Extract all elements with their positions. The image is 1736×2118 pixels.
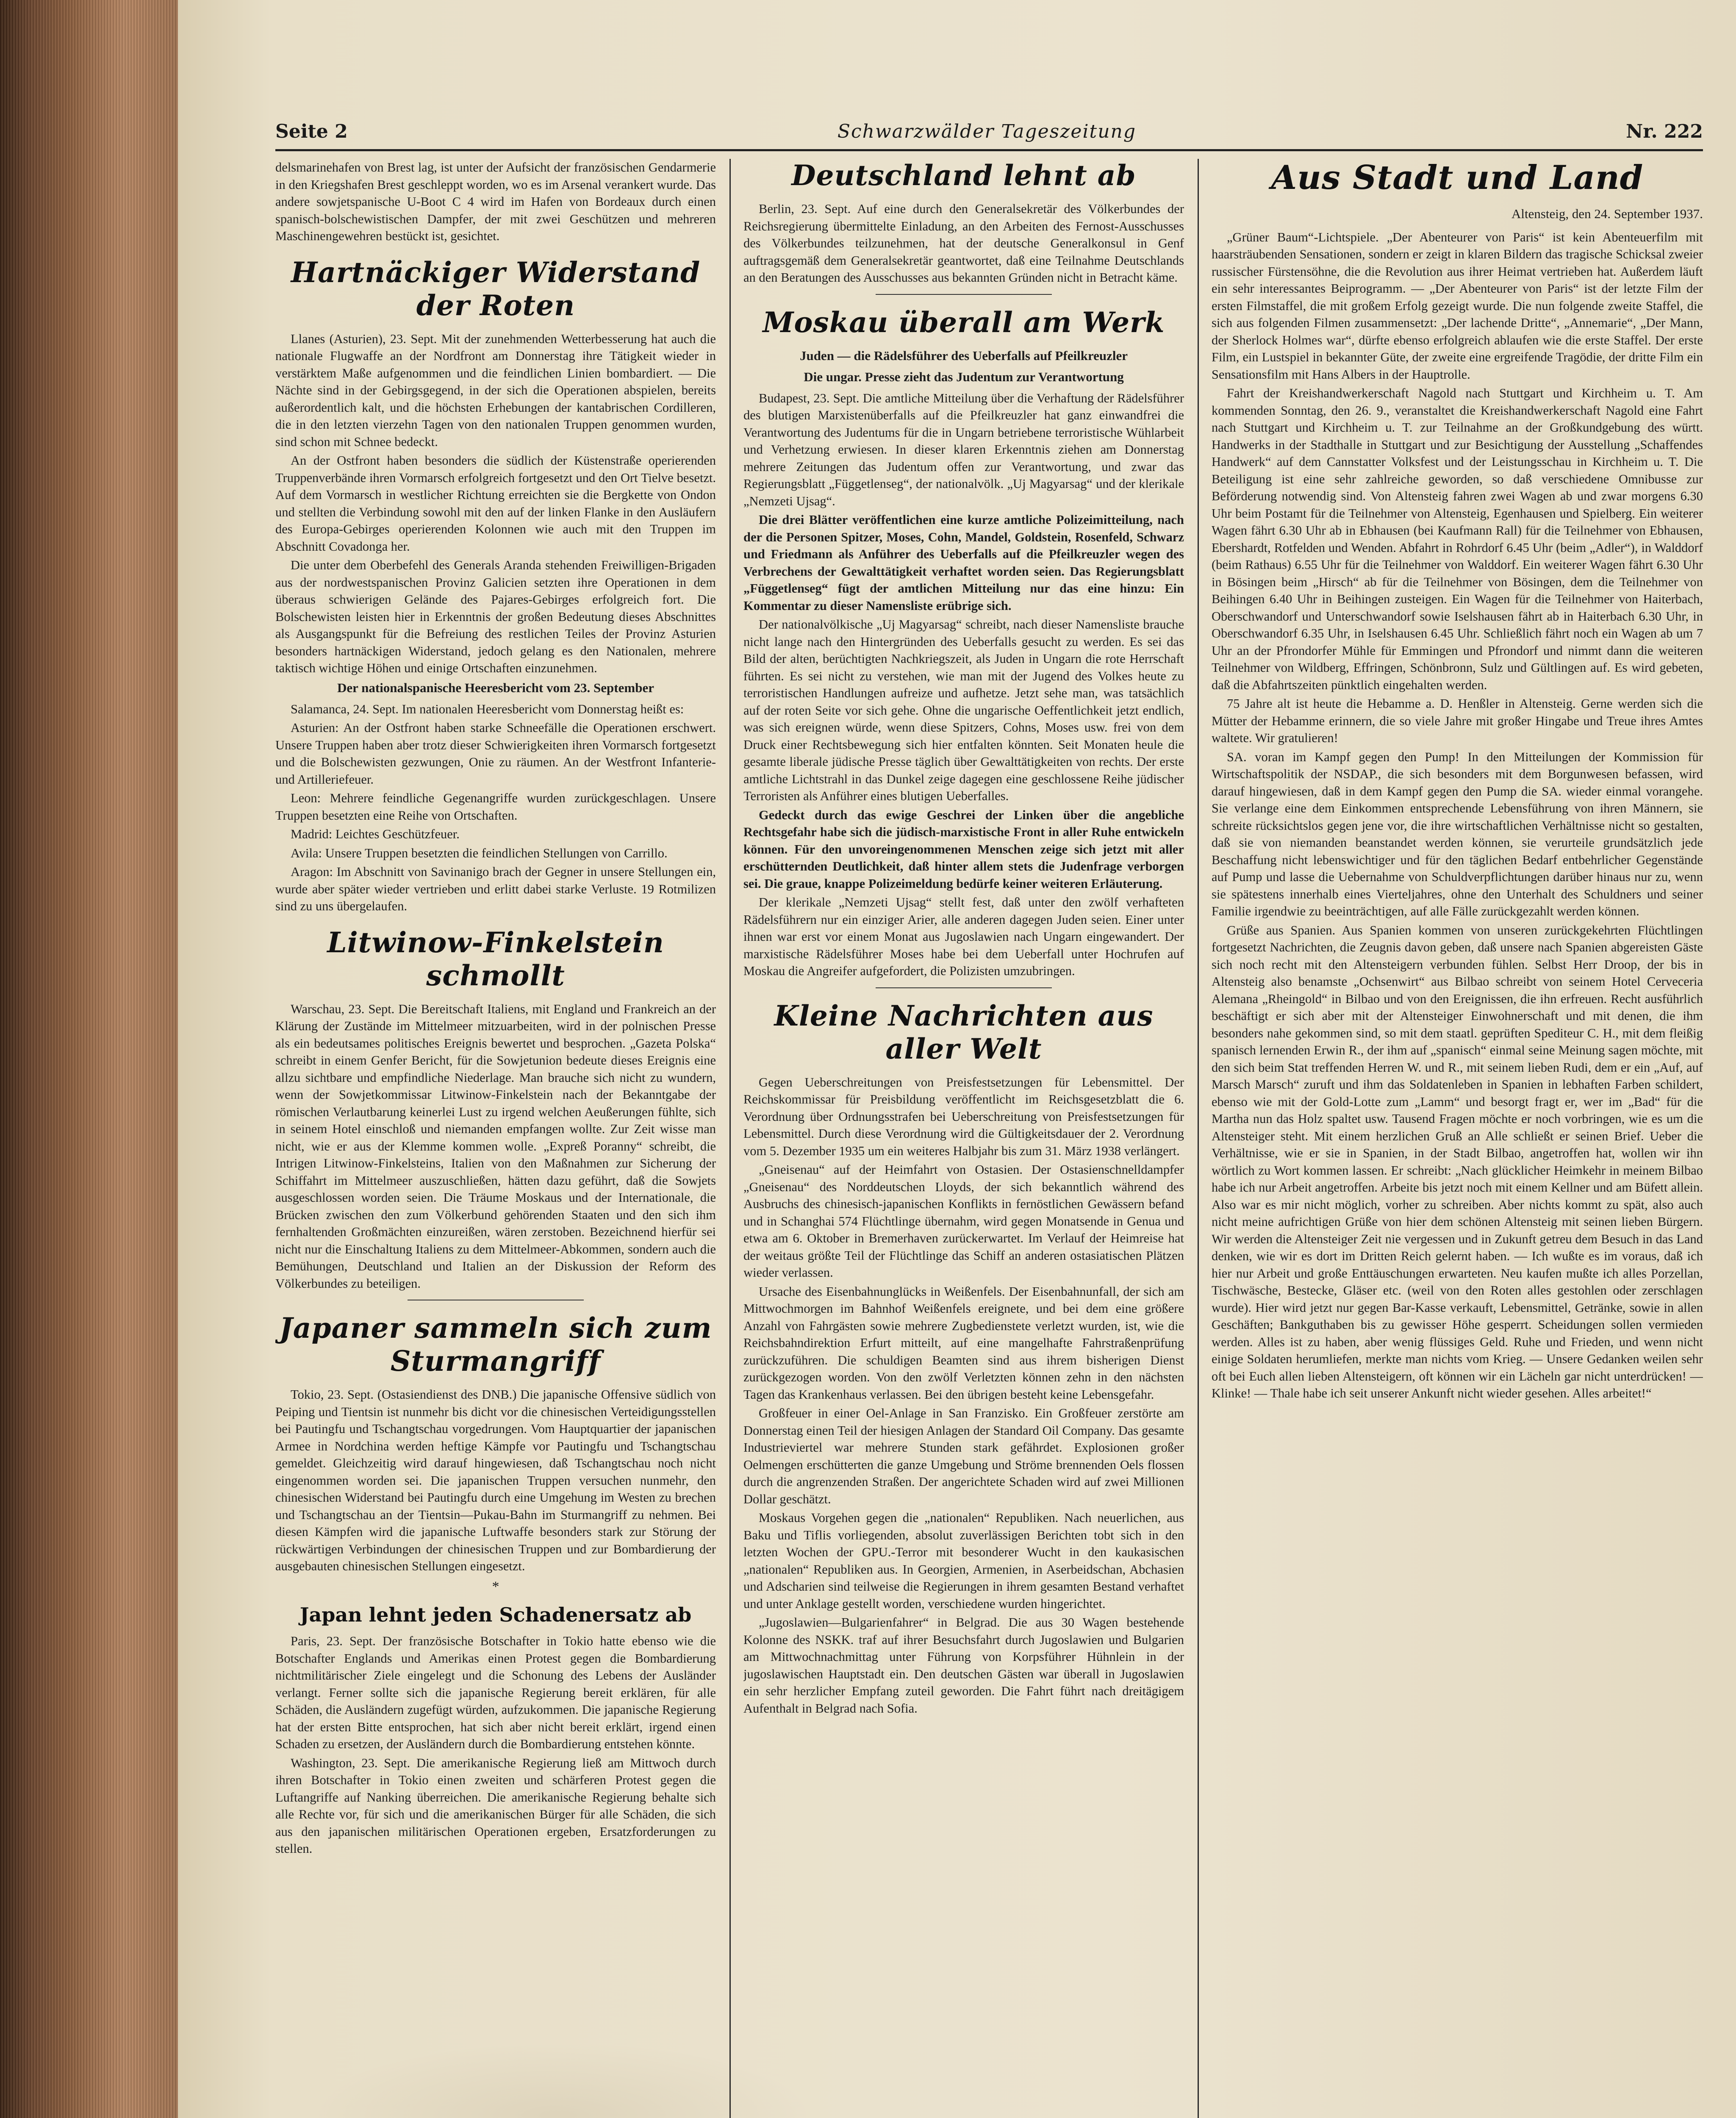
headline-deutschland: Deutschland lehnt ab xyxy=(791,159,1136,192)
article-paragraph: Llanes (Asturien), 23. Sept. Mit der zunehmenden Wetterbesserung hat auch die nationale Flugwaffe an der Nordfront am Donnerstag ihre Tätigkeit wieder in verstärktem Maße aufgenommen und die feindlichen Linien bombardiert. — Die Nächte sind in der Gebirgsgegend, in der sich die Operationen abspielen, bereits außerordentlich kalt, und die höchsten Erhebungen der kantabrischen Cordilleren, die in den letzten vierzehn Tagen von den nationalen Truppen genommen wurden, sind schon mit Schnee bedeckt. xyxy=(275,331,716,449)
article-paragraph: Der nationalvölkische „Uj Magyarsag“ schreibt, nach dieser Namensliste brauche nicht lange nach den Hintergründen des Ueberfalls gesucht zu werden. Es sei das Bild der alten, berüchtigten Nachkriegszeit, als Juden in Ungarn die rote Herrschaft führten. Es sei nicht zu verstehen, wie man mit der Jugend des Volkes heute zu terroristischen Handlungen aufreize und aufhetze. Jetzt sehe man, was tatsächlich auf der roten Seite vor sich gehe. Ohne die ungarische Oeffentlichkeit jetzt endlich, was sich ereignen würde, wenn diese Spitzers, Cohns, Moses usw. frei von dem Druck einer Rechtsbewegung sich hier entfalten könnten. Seit Monaten heule die gesamte liberale jüdische Presse täglich über Gewalttätigkeiten von rechts. Der erste amtliche Lichtstrahl in das Dunkel zeige dagegen eine geschlossene Reihe jüdischer Terroristen als Anführer eines blutigen Ueberfalles. xyxy=(743,617,1184,803)
article-paragraph: Gedeckt durch das ewige Geschrei der Linken über die angebliche Rechtsgefahr habe sich die jüdisch-marxistische Front in aller Ruhe entwickeln können. Für den unvoreingenommenen Menschen zeige sich jetzt mit aller erschütternden Deutlichkeit, daß hinter allem stets die Judenfrage verborgen sei. Die graue, knappe Polizeimeldung bedürfe keiner weiteren Erläuterung. xyxy=(743,807,1184,891)
local-news-item: Fahrt der Kreishandwerkerschaft Nagold nach Stuttgart und Kirchheim u. T. Am kommenden Sonntag, den 26. 9., veranstaltet die Kreishandwerkerschaft Nagold eine Fahrt nach Stuttgart und Kirchheim u. T. zur Teilnahme an der Großkundgebung des württ. Handwerks in der Stadthalle in Stuttgart und zur Besichtigung der Ausstellung „Schaffendes Handwerk“ auf dem Cannstatter Volksfest und der Leistungsschau in Kirchheim u. T. Die Beteiligung ist eine sehr zahlreiche geworden, so daß verschiedene Omnibusse zur Beförderung notwendig sind. Von Altensteig fahren zwei Wagen ab und zwar morgens 6.30 Uhr beim Postamt für die Teilnehmer von Altensteig, Egenhausen und Spielberg. Ein weiterer Wagen fährt 6.30 Uhr ab in Ebhausen (bei Kaufmann Rall) für die Teilnehmer von Ebhausen, Ebershardt, Rotfelden und Wenden. Abfahrt in Rohrdorf 6.45 Uhr (beim „Adler“), in Walddorf (beim Rathaus) 6.55 Uhr für die Teilnehmer von Walddorf. Ein weiterer Wagen fährt 6.30 Uhr in Bösingen beim „Hirsch“ ab für die Teilnehmer von Bösingen, dem die Teilnehmer von Beihingen 6.40 Uhr in Beihingen zusteigen. Ein Wagen für die Teilnehmer von Haiterbach, Oberschwandorf und Unterschwandorf sowie Iselshausen fährt ab in Haiterbach 6.30 Uhr, in Oberschwandorf 6.35 Uhr, in Iselshausen 6.45 Uhr. Schließlich fährt noch ein Wagen ab um 7 Uhr an der Pfrondorfer Mühle für Emmingen und Pfrondorf und nimmt dann die weiteren Teilnehmer von Wildberg, Effringen, Schönbronn, Sulz und Gültlingen auf. Es wird gebeten, daß die Abfahrtszeiten pünktlich eingehalten werden. xyxy=(1212,386,1703,692)
subheading-heeresbericht: Der nationalspanische Heeresbericht vom 23. September xyxy=(337,680,654,695)
article-paragraph: Asturien: An der Ostfront haben starke Schneefälle die Operationen erschwert. Unsere Truppen haben aber trotz dieser Schwierigkeiten ihren Vormarsch fortgesetzt und die Bolschewisten gezwungen, Onie zu räumen. An der Westfront Infanterie- und Artilleriefeuer. xyxy=(275,721,716,787)
kicker-juden: Juden — die Rädelsführer des Ueberfalls auf Pfeilkreuzler xyxy=(799,348,1128,363)
article-paragraph: Salamanca, 24. Sept. Im nationalen Heeresbericht vom Donnerstag heißt es: xyxy=(291,701,684,716)
news-item: Gegen Ueberschreitungen von Preisfestsetzungen für Lebensmittel. Der Reichskommissar für Preisbildung veröffentlicht im Reichsgesetzblatt die 6. Verordnung über Ordnungsstrafen bei Ueberschreitung von Preisfestsetzungen für Lebensmittel. Durch diese Verordnung wird die Gültigkeitsdauer der 2. Verordnung vom 5. Dezember 1935 um ein weiteres Halbjahr bis zum 31. März 1938 verlängert. xyxy=(743,1075,1184,1158)
article-paragraph: Tokio, 23. Sept. (Ostasiendienst des DNB.) Die japanische Offensive südlich von Peiping und Tientsin ist nunmehr bis dicht vor die chinesischen Verteidigungsstellen bei Pautingfu und Tschangtschau vorgedrungen. Vom Hauptquartier der japanischen Armee in Nordchina werden heftige Kämpfe vor Pautingfu und Tschangtschau gemeldet. Gleichzeitig wird darauf hingewiesen, daß Tschangtschau noch nicht eingenommen worden sei. Die japanischen Truppen versuchen nunmehr, den chinesischen Widerstand bei Pautingfu durch eine Umgehung im Westen zu brechen und Tschangtschau an der Tientsin—Pukau-Bahn im Sturmangriff zu nehmen. Bei diesen Kämpfen wird die japanische Luftwaffe besonders stark zur Störung der rückwärtigen Verbindungen der chinesischen Truppen und zur Bombardierung der ausgebauten chinesischen Stellungen eingesetzt. xyxy=(275,1387,716,1573)
article-paragraph: Paris, 23. Sept. Der französische Botschafter in Tokio hatte ebenso wie die Botschafter Englands und Amerikas einen Protest gegen die Bombardierung nichtmilitärischer Ziele eingelegt und die Schonung des Lebens der Ausländer verlangt. Ferner sollte sich die japanische Regierung bereit erklären, für alle Schäden, die Ausländern zugefügt würden, aufzukommen. Die japanische Regierung hat der ersten Bitte entsprochen, hat sich aber nicht bereit erklärt, irgend einen Schaden zu ersetzen, der Ausländern durch die Bombardierung entstehen könnte. xyxy=(275,1634,716,1751)
newspaper-page xyxy=(178,0,1736,2118)
article-paragraph: Warschau, 23. Sept. Die Bereitschaft Italiens, mit England und Frankreich an der Klärung der Zustände im Mittelmeer mitzuarbeiten, wird in der polnischen Presse als ein bedeutsames politisches Ereignis bewertet und besprochen. „Gazeta Polska“ schreibt in einem Genfer Bericht, für die Sowjetunion bedeute dieses Ereignis eine allzu sichtbare und empfindliche Niederlage. Man brauche sich nicht zu wundern, wenn der Sowjetkommissar Litwinow-Finkelstein nach der Bekanntgabe der römischen Verlautbarung keinerlei Lust zu irgend welchen Aeußerungen fühlte, sich in seinem Hotel einschloß und niemanden empfangen wollte. Zur Zeit wisse man nicht, wie er aus der Klemme kommen wolle. „Expreß Poranny“ schreibt, die Intrigen Litwinow-Finkelsteins, Italien von den Maßnahmen zur Sicherung der Schiffahrt im Mittelmeer auszuschließen, hätten dazu geführt, daß die Sowjets ausgeschlossen worden seien. Die Träume Moskaus und der Internationale, die Brücken zwischen den zum Völkerbund gehörenden Staaten und den sich ihm fernhaltenden Großmächten einzureißen, wären zerstoben. Bezeichnend hierfür sei nicht nur die Einschaltung Italiens zu dem Mittelmeer-Abkommen, sondern auch die Bemühungen, Deutschland und Italien an der Diskussion der Reform des Völkerbundes zu beteiligen. xyxy=(275,1001,716,1291)
column-3 xyxy=(1212,159,1703,2118)
separator xyxy=(876,987,1052,988)
article-paragraph: Berlin, 23. Sept. Auf eine durch den Generalsekretär des Völkerbundes der Reichsregierung übermittelte Einladung, an den Arbeiten des Fernost-Ausschusses des Völkerbundes teilzunehmen, hat der deutsche Generalkonsul in Genf auftragsgemäß dem Generalsekretär geantwortet, daß eine Teilnahme Deutschlands an den Beratungen des Ausschusses aus bekannten Gründen nicht in Betracht käme. xyxy=(743,202,1184,285)
headline-widerstand: Hartnäckiger Widerstand der Roten xyxy=(291,255,701,322)
star-separator: * xyxy=(492,1578,499,1594)
column-2 xyxy=(743,159,1184,2118)
paper-stain xyxy=(305,2042,813,2118)
page-number: Seite 2 xyxy=(275,120,348,142)
news-item: Ursache des Eisenbahnunglücks in Weißenfels. Der Eisenbahnunfall, der sich am Mittwochmorgen im Bahnhof Weißenfels ereignete, und bei dem eine größere Anzahl von Fahrgästen sowie mehrere Zugbedienstete verletzt wurden, ist, wie die Reichsbahndirektion Erfurt mitteilt, auf eine mangelhafte Fahrstraßenprüfung zurückzuführen. Die schuldigen Beamten sind aus ihrem bisherigen Dienst zurückgezogen worden. Von den zwölf Verletzten können zehn in den nächsten Tagen das Krankenhaus verlassen. Bei den übrigen besteht keine Lebensgefahr. xyxy=(743,1284,1184,1402)
separator xyxy=(876,294,1052,295)
column-rule-1 xyxy=(729,159,731,2118)
article-paragraph: Die unter dem Oberbefehl des Generals Aranda stehenden Freiwilligen-Brigaden aus der nordwestspanischen Provinz Galicien setzten ihre Operationen in dem überaus schwierigen Gelände des Pajares-Gebirges erfolgreich fort. Die Bolschewisten leisten hier in Erkenntnis der großen Bedeutung dieses Abschnittes als Ausgangspunkt für die Befreiung des restlichen Teiles der Provinz Asturien besonders hartnäckigen Widerstand, jedoch gelang es den Nationalen, mehrere taktisch wichtige Höhen und einige Ortschaften einzunehmen. xyxy=(275,558,716,675)
article-paragraph: Der klerikale „Nemzeti Ujsag“ stellt fest, daß unter den zwölf verhafteten Rädelsführern nur ein einziger Arier, alle anderen dagegen Juden seien. Einer unter ihnen war erst vor einem Monat aus Jugoslawien nach Ungarn eingewandert. Der marxistische Rädelsführer Moses habe bei dem Ueberfall unter Hochrufen auf Moskau die Angreifer aufgefordert, die Polizisten umzubringen. xyxy=(743,895,1184,978)
news-item: Großfeuer in einer Oel-Anlage in San Franzisko. Ein Großfeuer zerstörte am Donnerstag einen Teil der hiesigen Anlagen der Standard Oil Company. Das gesamte Industrieviertel war mehrere Stunden stark gefährdet. Explosionen großer Oelmengen erschütterten die ganze Umgebung und Ströme brennenden Oels flossen durch die angrenzenden Straßen. Der angerichtete Schaden wird auf zwei Millionen Dollar geschätzt. xyxy=(743,1406,1184,1506)
local-news-item: SA. voran im Kampf gegen den Pump! In den Mitteilungen der Kommission für Wirtschaftspolitik der NSDAP., die sich besonders mit dem Borgunwesen befassen, wird darauf hingewiesen, daß in dem Kampf gegen den Pump die SA. wieder einmal vorangehe. Sie verlange eine dem Einkommen entsprechende Lebensführung von ihren Männern, sie schreite rücksichtslos gegen jene vor, die ihre wirtschaftlichen Verhältnisse nicht so gestalten, daß sie von niemanden beanstandet werden können, sie verurteile grundsätzlich jede Beschaffung nicht lebenswichtiger und für den täglichen Bedarf entbehrlicher Gegenstände auf Pump und lasse die Uebernahme von Schuldverpflichtungen darüber hinaus nur zu, wenn sie spätestens innerhalb eines Vierteljahres, ohne den Unterhalt des Schuldners und seiner Familie irgendwie zu beeinträchtigen, auf alle Fälle zurückgezahlt werden können. xyxy=(1212,749,1703,918)
article-paragraph: Budapest, 23. Sept. Die amtliche Mitteilung über die Verhaftung der Rädelsführer des blutigen Marxistenüberfalls auf die Pfeilkreuzler hat ganz einwandfrei die Verantwortung des Judentums für die in Ungarn betriebene terroristische Wühlarbeit und Verhetzung erwiesen. In dieser klaren Erkenntnis ziehen am Donnerstag mehrere Zeitungen das Judentum offen zur Verantwortung, und zwar das Regierungsblatt „Függetlenseg“, der nationalvölk. „Uj Magyarsag“ und der klerikale „Nemzeti Ujsag“. xyxy=(743,391,1184,508)
intro-text: delsmarinehafen von Brest lag, ist unter der Aufsicht der französischen Gendarmerie in den Kriegshafen Brest geschleppt worden, wo es im Arsenal verankert wurde. Das andere sowjetspanische U-Boot C 4 wird im Hafen von Bordeaux durch einen spanisch-bolschewistischen Dampfer, der mit zwei Geschützen und mehreren Maschinengewehren bestückt ist, gesichtet. xyxy=(275,160,716,243)
article-paragraph: Leon: Mehrere feindliche Gegenangriffe wurden zurückgeschlagen. Unsere Truppen besetzten eine Reihe von Ortschaften. xyxy=(275,791,716,823)
headline-litwinow: Litwinow-Finkelstein schmollt xyxy=(327,926,664,992)
headline-japan-schadenersatz: Japan lehnt jeden Schadenersatz ab xyxy=(300,1603,692,1626)
article-paragraph: Aragon: Im Abschnitt von Savinanigo brach der Gegner in unsere Stellungen ein, wurde aber später wieder vertrieben und erlitt dabei starke Verluste. 19 Rotmilizen sind zu uns übergelaufen. xyxy=(275,865,716,913)
dateline: Altensteig, den 24. September 1937. xyxy=(1511,206,1703,221)
article-paragraph: Avila: Unsere Truppen besetzten die feindlichen Stellungen von Carrillo. xyxy=(291,846,668,860)
page-header xyxy=(275,116,1703,146)
headline-stadt-und-land: Aus Stadt und Land xyxy=(1271,159,1644,197)
article-paragraph: Washington, 23. Sept. Die amerikanische Regierung ließ am Mittwoch durch ihren Botschafter in Tokio einen zweiten und schärferen Protest gegen die Luftangriffe auf Nanking überreichen. Die amerikanische Regierung behalte sich alle Rechte vor, für sich und die amerikanischen Bürger für alle Schäden, die sich aus den japanischen militärischen Operationen ergeben, Ersatzforderungen zu stellen. xyxy=(275,1755,716,1856)
column-rule-2 xyxy=(1198,159,1199,2118)
local-news-item: Grüße aus Spanien. Aus Spanien kommen von unseren zurückgekehrten Flüchtlingen fortgesetzt Nachrichten, die Zeugnis davon geben, daß unsere nach Spanien abgereisten Gäste sich noch recht mit den Altensteigern verbunden fühlen. Selbst Herr Droop, der bis in Altensteig also benamste „Ochsenwirt“ aus Bilbao schreibt von seinem Hotel Cerveceria Alemana „Rheingold“ in Bilbao und von den Ereignissen, die ihn erfreuen. Recht ausführlich beschäftigt er sich aber mit der Altensteiger Einwohnerschaft und mit denen, die ihm besonders nahe gekommen sind, so mit dem staatl. geprüften Spediteur C. H., mit dem fleißig spanisch lernenden Erwin R., der ihm auf „spanisch“ einmal seine Meinung sagen möchte, mit den sich beim Stat treffenden Herren W. und R., mit seinem lieben Rudi, dem er ein „Auf, auf Marsch Marsch“ zuruft und ihm das Soldatenleben in Spanien in lebhaften Farben schildert, ebenso wie mit der Gold-Lotte zum „Lamm“ und besorgt fragt er, wer im „Bad“ für die Martha nun das Holz spaltet usw. Tausend Fragen möchte er noch vorbringen, wie es um die Altensteiger steht. Mit einem herzlichen Gruß an Alle schließt er seinen Brief. Ueber die Verhältnisse, wie er sie in Spanien, in der Stadt Bilbao, angetroffen hat, wollen wir ihn wörtlich zu Wort kommen lassen. Er schreibt: „Nach glücklicher Heimkehr in meinem Bilbao habe ich nur Arbeit angetroffen. Arbeite bis jetzt noch mit einem Kellner und am Büfett allein. Also war es mir nicht möglich, vorher zu schreiben. Aber nichts kommt zu spät, also auch nicht meine aufrichtigen Grüße von hier dem schönen Altensteig mit seinen lieben Bürgern. Wir werden die Altensteiger Zeit nie vergessen und in Zukunft getreu dem Besuch in das Land denken, wie wir es dort im Dritten Reich gelernt haben. — Ich wußte es im voraus, daß ich hier nur Arbeit und große Enttäuschungen erwarteten. Neu kaufen mußte ich alles Porzellan, Tischwäsche, Bestecke, Gläser etc. (weil von den Roten alles gestohlen oder zerschlagen wurde). Hier wird jetzt nur gegen Bar-Kasse verkauft, Lebensmittel, Getränke, sowie in allen Geschäften; Bankguthaben bis zu gewisser Höhe gesperrt. Scheidungen sollen vermieden werden. Alles ist zu haben, aber wenig flüssiges Geld. Ruhe und Frieden, und wenn nicht einige Soldaten herumliefen, merkte man nichts vom Krieg. — Unsere Gedanken weilen sehr oft bei Euch allen lieben Altensteigern, oft können wir ein Lächeln gar nicht unterdrücken! — Klinke! — Thale habe ich seit unserer Ankunft nicht wieder gesehen. Alles arbeitet!“ xyxy=(1212,923,1703,1400)
news-item: „Gneisenau“ auf der Heimfahrt von Ostasien. Der Ostasienschnelldampfer „Gneisenau“ des Norddeutschen Lloyds, der sich bekanntlich während des Ausbruchs des chinesisch-japanischen Konflikts in fernöstlichen Gewässern befand und in Schanghai 574 Flüchtlinge übernahm, wird gegen Monatsende in Genua und etwa am 6. Oktober in Bremerhaven zurückerwartet. Im Verlauf der Heimreise hat der weitaus größte Teil der Flüchtlinge das Schiff an anderen ostasiatischen Plätzen wieder verlassen. xyxy=(743,1162,1184,1280)
article-paragraph: An der Ostfront haben besonders die südlich der Küstenstraße operierenden Truppenverbände ihren Vormarsch erfolgreich fortgesetzt und den Ort Tielve besetzt. Auf dem Vormarsch in westlicher Richtung erreichten sie die Bergkette von Ondon und stellten die Verbindung sowohl mit den auf der linken Flanke in den Ausläufern des Europa-Gebirges operierenden Kolonnen wie auch mit den Truppen im Abschnitt Covadonga her. xyxy=(275,453,716,554)
local-news-item: „Grüner Baum“-Lichtspiele. „Der Abenteurer von Paris“ ist kein Abenteuerfilm mit haarsträubenden Sensationen, sondern er zeigt in klaren Bildern das tragische Schicksal zweier russischer Fürstensöhne, die die Revolution aus ihrer Heimat vertrieben hat. Außerdem läuft ein sehr interessantes Beiprogramm. — „Der Abenteurer von Paris“ ist der letzte Film der ersten Filmstaffel, die mit großem Erfolg gezeigt wurde. Die nun folgende zweite Staffel, die sich aus folgenden Filmen zusammensetzt: „Der lachende Dritte“, „Annemarie“, „Der Mann, der Sherlock Holmes war“, dürfte ebenso erfolgreich ablaufen wie die erste Staffel. Der erste Film, ein Lustspiel in bekannter Güte, der zweite eine ergreifende Tragödie, der dritte Film ein Sensationsfilm mit Hans Albers in der Hauptrolle. xyxy=(1212,230,1703,382)
book-binding xyxy=(0,0,178,2118)
article-paragraph: Die drei Blätter veröffentlichen eine kurze amtliche Polizeimitteilung, nach der die Personen Spitzer, Moses, Cohn, Mandel, Goldstein, Rosenfeld, Schwarz und Friedmann als Anführer des Ueberfalls auf die Pfeilkreuzler wegen des Verbrechens der Gewalttätigkeit verhaftet worden seien. Das Regierungsblatt „Függetlenseg“ fügt der amtlichen Mitteilung nur das eine hinzu: Ein Kommentar zu dieser Namensliste erübrige sich. xyxy=(743,513,1184,613)
header-rule xyxy=(275,149,1703,151)
news-item: Moskaus Vorgehen gegen die „nationalen“ Republiken. Nach neuerlichen, aus Baku und Tiflis vorliegenden, absolut zuverlässigen Berichten tobt sich in den letzten Wochen der GPU.-Terror mit besonderer Wucht in den kaukasischen „nationalen“ Republiken aus. In Georgien, Armenien, in Aserbeidschan, Abchasien und Adscharien sind teilweise die Regierungen in ihrem gesamten Bestand verhaftet und unter Anklage gestellt worden, verschiedene wurden hingerichtet. xyxy=(743,1511,1184,1611)
local-news-item: 75 Jahre alt ist heute die Hebamme a. D. Henßler in Altensteig. Gerne werden sich die Mütter der Hebamme erinnern, die so viele Jahre mit großer Hingabe und Treue ihres Amtes waltete. Wir gratulieren! xyxy=(1212,696,1703,745)
news-item: „Jugoslawien—Bulgarienfahrer“ in Belgrad. Die aus 30 Wagen bestehende Kolonne des NSKK. traf auf ihrer Besuchsfahrt durch Jugoslawien und Bulgarien am Mittwochnachmittag unter Führung von Korpsführer Hühnlein in der jugoslawischen Hauptstadt ein. Den deutschen Gästen war überall in Jugoslawien ein sehr herzlicher Empfang zuteil geworden. Die Fahrt führt nach dreitägigem Aufenthalt in Belgrad nach Sofia. xyxy=(743,1615,1184,1716)
newspaper-title: Schwarzwälder Tageszeitung xyxy=(837,120,1137,142)
headline-japaner: Japaner sammeln sich zum Sturmangriff xyxy=(279,1311,712,1378)
headline-moskau: Moskau überall am Werk xyxy=(763,305,1165,339)
headline-kleine-nachrichten: Kleine Nachrichten aus aller Welt xyxy=(774,999,1154,1065)
issue-number: Nr. 222 xyxy=(1626,120,1703,142)
kicker-presse: Die ungar. Presse zieht das Judentum zur Verantwortung xyxy=(804,369,1124,384)
article-paragraph: Madrid: Leichtes Geschützfeuer. xyxy=(291,827,460,841)
column-1 xyxy=(275,159,716,2118)
